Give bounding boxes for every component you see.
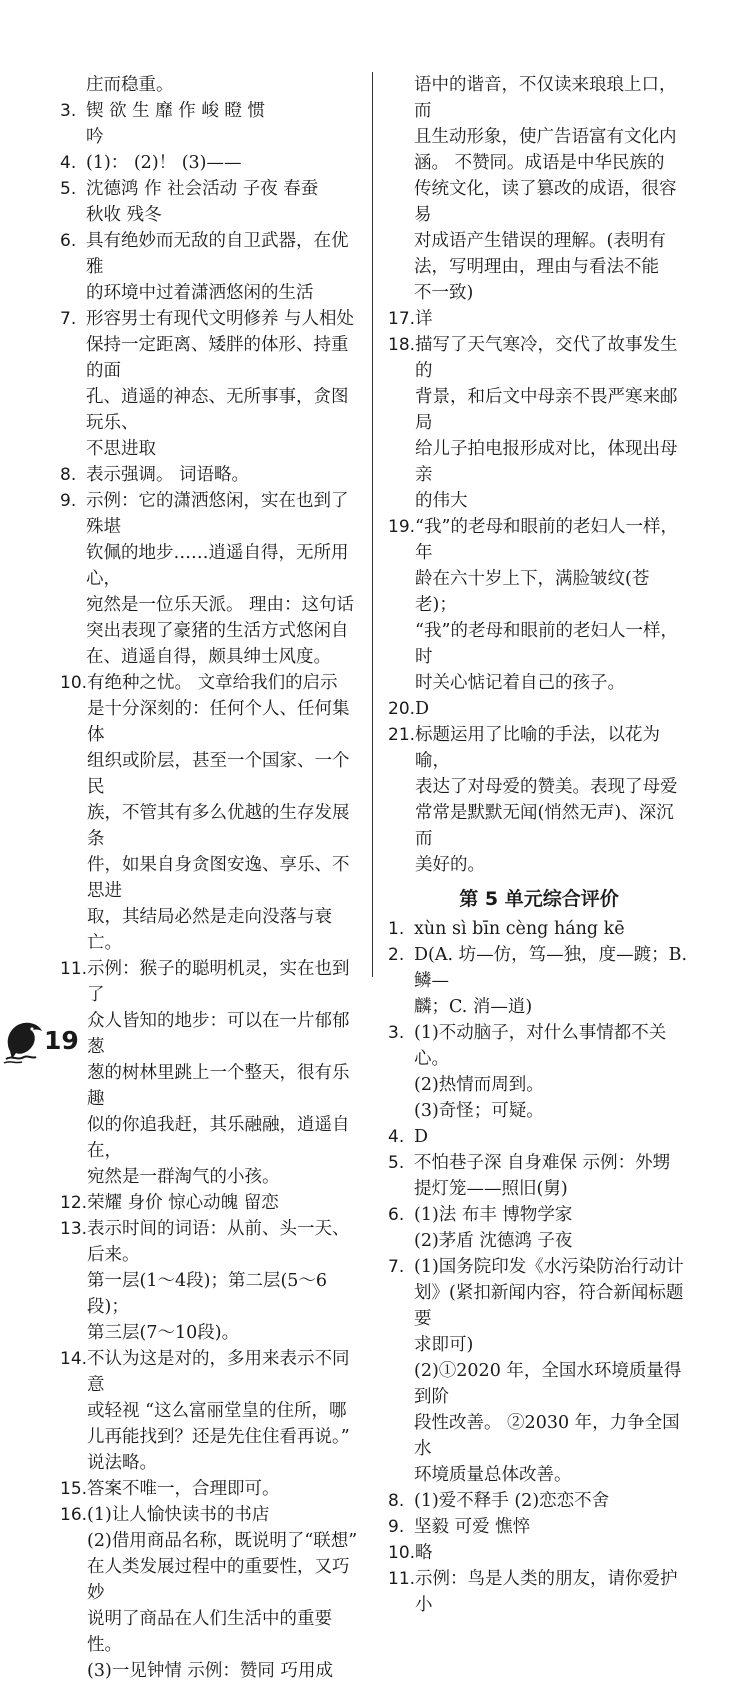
- item-number: 8.: [60, 465, 77, 485]
- item-text: 荣耀 身价 惊心动魄 留恋: [87, 1193, 279, 1213]
- item-text: (1)不动脑子，对什么事情都不关心。 (2)热情而周到。 (3)奇怪；可疑。: [414, 1023, 667, 1121]
- right-answer-list: [388, 306, 690, 878]
- item-number: 12.: [60, 1193, 88, 1213]
- item-number: 21.: [388, 725, 416, 745]
- item-text: D: [415, 699, 430, 719]
- item-text: 具有绝妙而无敌的自卫武器，在优雅 的环境中过着潇洒悠闲的生活: [86, 231, 349, 303]
- item-text: 庄而稳重。: [86, 75, 174, 95]
- answer-item: [60, 72, 360, 98]
- answer-item: [388, 306, 690, 332]
- item-number: 18.: [388, 335, 416, 355]
- item-text: (1)爱不释手 (2)恋恋不舍: [414, 1491, 610, 1511]
- answer-item: [388, 514, 690, 696]
- answer-item: [60, 1216, 360, 1346]
- answer-item: [60, 670, 360, 956]
- section-title: 第 5 单元综合评价: [459, 888, 619, 910]
- answer-item: [388, 1514, 690, 1540]
- item-number: 7.: [60, 309, 77, 329]
- item-number: 5.: [388, 1153, 405, 1173]
- answer-item: [60, 1346, 360, 1476]
- item-number: 10.: [388, 1543, 416, 1563]
- answer-item: [60, 150, 360, 176]
- item-number: 15.: [60, 1479, 88, 1499]
- item-number: 9.: [60, 491, 77, 511]
- item-text: 示例：它的潇洒悠闲，实在也到了殊堪 钦佩的地步……逍遥自得，无所用心， 宛然是一位乐天派。 理由：这句话 突出表现了豪猪的生活方式悠闲自 在、逍遥自得，颇具绅士风度。: [86, 491, 355, 667]
- item-text: “我”的老母和眼前的老妇人一样，年 龄在六十岁上下，满脸皱纹(苍老)； “我”的老母和眼前的老妇人一样，时 时关心惦记着自己的孩子。: [415, 517, 678, 693]
- left-column: [60, 72, 360, 1684]
- answer-item: [388, 1124, 690, 1150]
- item-number: 13.: [60, 1219, 88, 1239]
- item-text: 表示强调。 词语略。: [86, 465, 250, 485]
- answer-item: [388, 1540, 690, 1566]
- item-number: 5.: [60, 179, 77, 199]
- item-text: 描写了天气寒冷，交代了故事发生的 背景，和后文中母亲不畏严寒来邮局 给儿子拍电报形成对比，体现出母亲 的伟大: [415, 335, 678, 511]
- item-number: 10.: [60, 673, 88, 693]
- answer-item: [60, 306, 360, 462]
- item-number: 9.: [388, 1517, 405, 1537]
- item-text: xùn sì bīn cèng háng kē: [414, 919, 625, 939]
- item-text: 沈德鸿 作 社会活动 子夜 春蚕 秋收 残冬: [86, 179, 319, 225]
- item-number: 11.: [60, 959, 88, 979]
- answer-item: [60, 228, 360, 306]
- item-number: 17.: [388, 309, 416, 329]
- item-number: 3.: [60, 101, 77, 121]
- item-text: 示例：鸟是人类的朋友，请你爱护小: [415, 1569, 678, 1615]
- answer-item: [388, 1488, 690, 1514]
- item-number: 6.: [60, 231, 77, 251]
- item-text: 标题运用了比喻的手法，以花为喻， 表达了对母爱的赞美。表现了母爱 常常是默默无闻(悄然无声)、深沉而 美好的。: [415, 725, 678, 875]
- answer-item: [60, 176, 360, 228]
- item-text: (1)国务院印发《水污染防治行动计 划》(紧扣新闻内容，符合新闻标题要 求即可) (2)①2020 年，全国水环境质量得到阶 段性改善。 ②2030 年，力争全国水 环境质量总体改善。: [414, 1257, 684, 1485]
- answer-item: [60, 1502, 360, 1684]
- item-text: 答案不唯一，合理即可。: [87, 1479, 280, 1499]
- item-text: (1)法 布丰 博物学家 (2)茅盾 沈德鸿 子夜: [414, 1205, 573, 1251]
- right-column: [388, 72, 690, 1618]
- item-text: 表示时间的词语：从前、头一天、 后来。 第一层(1～4段)；第二层(5～6段)； 第三层(7～10段)。: [87, 1219, 350, 1343]
- item-number: 7.: [388, 1257, 405, 1277]
- item-text: 不认为这是对的，多用来表示不同意 或轻视 “这么富丽堂皇的住所，哪 儿再能找到？还是先住住看再说。” 说法略。: [87, 1349, 350, 1473]
- continued-answer: 语中的谐音，不仅读来琅琅上口，而 且生动形象，使广告语富有文化内 涵。 不赞同。成语是中华民族的 传统文化，读了篡改的成语，很容易 对成语产生错误的理解。(表明有 法，写明理由，理由与看法不能 不一致): [414, 75, 677, 303]
- answer-item: [60, 488, 360, 670]
- item-text: 坚毅 可爱 憔悴: [414, 1517, 531, 1537]
- item-number: 20.: [388, 699, 416, 719]
- item-text: (1)： (2)！ (3)——: [86, 153, 242, 173]
- item-text: D(A. 坊—仿，笃—独，度—踱；B. 鳞— 麟；C. 消—逍): [414, 945, 688, 1017]
- item-number: 6.: [388, 1205, 405, 1225]
- answer-item: [60, 956, 360, 1190]
- answer-item: [60, 1476, 360, 1502]
- item-text: 详: [415, 309, 433, 329]
- item-text: 锲 欲 生 靡 作 峻 瞪 惯 吟: [86, 101, 265, 147]
- item-number: 4.: [388, 1127, 405, 1147]
- answer-item: [388, 1566, 690, 1618]
- answer-item: [388, 696, 690, 722]
- answer-item: [388, 722, 690, 878]
- column-divider: [372, 72, 373, 977]
- item-text: 不怕巷子深 自身难保 示例：外甥 提灯笼——照旧(舅): [414, 1153, 671, 1199]
- item-number: 16.: [60, 1505, 88, 1525]
- answer-item: [60, 462, 360, 488]
- item-text: (1)让人愉快读书的书店 (2)借用商品名称，既说明了“联想” 在人类发展过程中的重要性，又巧妙 说明了商品在人们生活中的重要性。 (3)一见钟情 示例：赞同 巧用成: [87, 1505, 358, 1681]
- answer-item: [388, 1254, 690, 1488]
- item-number: 8.: [388, 1491, 405, 1511]
- item-text: 略: [415, 1543, 433, 1563]
- section-answer-list: [388, 916, 690, 1618]
- item-text: 形容男士有现代文明修养 与人相处 保持一定距离、矮胖的体形、持重的面 孔、逍遥的神态、无所事事，贪图玩乐、 不思进取: [86, 309, 355, 459]
- item-number: [60, 72, 86, 98]
- page-number: 19: [44, 1026, 79, 1055]
- answer-item: [388, 332, 690, 514]
- answer-item: [388, 916, 690, 942]
- answer-item: [60, 1190, 360, 1216]
- item-number: 1.: [388, 919, 405, 939]
- item-text: 有绝种之忧。 文章给我们的启示 是十分深刻的：任何个人、任何集体 组织或阶层，甚至一个国家、一个民 族，不管其有多么优越的生存发展条 件，如果自身贪图安逸、享乐、不思进 取，其结局必然是走向没落与衰亡。: [87, 673, 350, 953]
- answer-item: [388, 942, 690, 1020]
- item-number: 4.: [60, 153, 77, 173]
- answer-item: [388, 1202, 690, 1254]
- answer-item: [60, 98, 360, 150]
- item-number: 14.: [60, 1349, 88, 1369]
- dolphin-icon: [2, 1015, 44, 1065]
- item-number: 19.: [388, 517, 416, 537]
- answer-item: [388, 1020, 690, 1124]
- item-text: D: [414, 1127, 429, 1147]
- item-text: 示例：猴子的聪明机灵，实在也到了 众人皆知的地步：可以在一片郁郁葱 葱的树林里跳上一个整天，很有乐趣 似的你追我赶，其乐融融，逍遥自在， 宛然是一群淘气的小孩。: [87, 959, 350, 1187]
- item-number: 3.: [388, 1023, 405, 1043]
- answer-item: [388, 1150, 690, 1202]
- item-number: 11.: [388, 1569, 416, 1589]
- item-number: 2.: [388, 945, 405, 965]
